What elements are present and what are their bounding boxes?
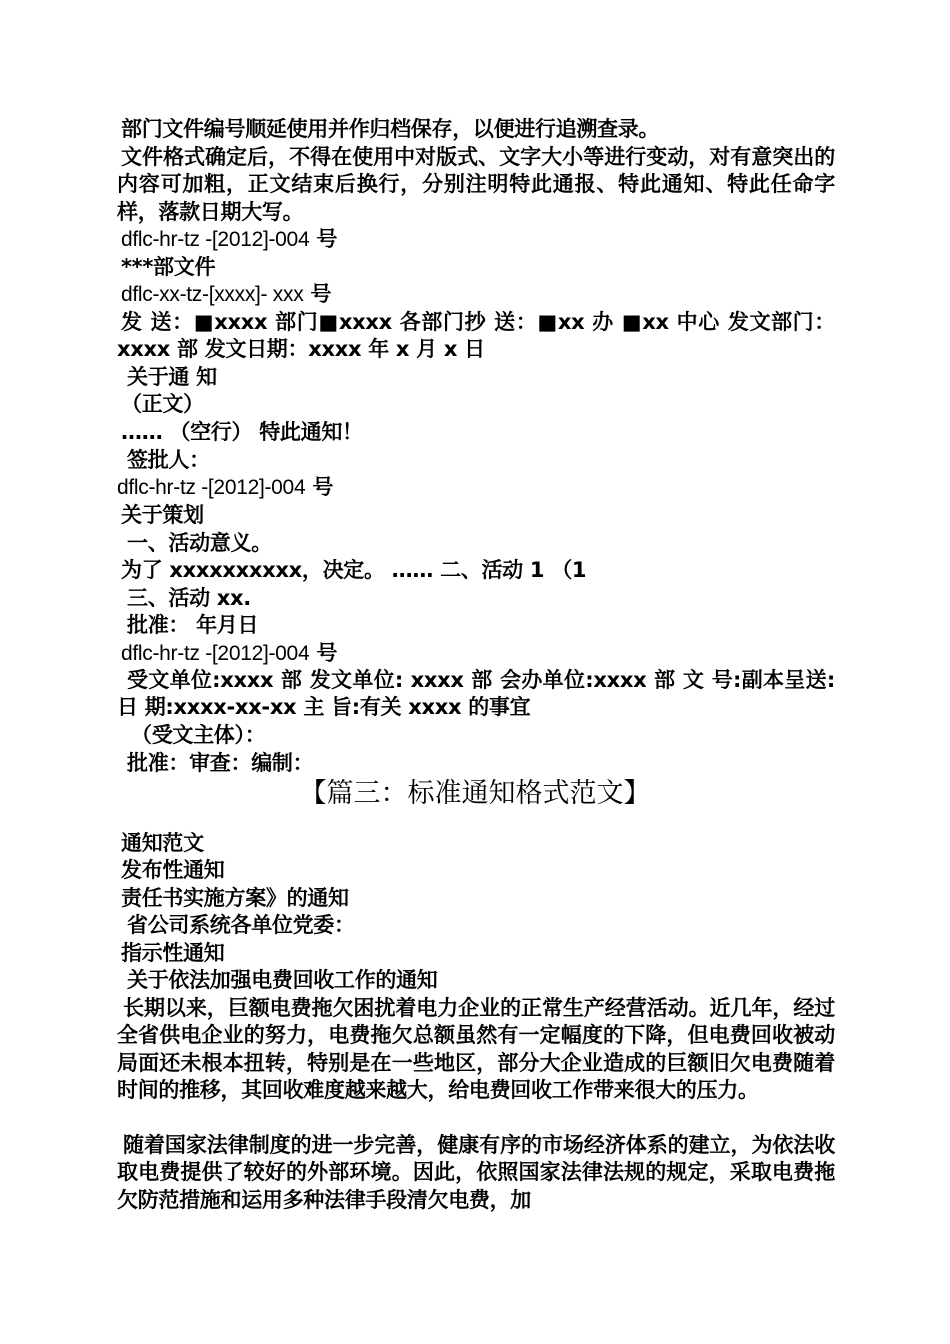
- doc-number-suffix: 号: [312, 475, 334, 499]
- recipient-body-label: （受文主体）：: [131, 723, 266, 747]
- body-placeholder: （正文）: [121, 392, 204, 416]
- paragraph-arrears: 长期以来，巨额电费拖欠困扰着电力企业的正常生产经营活动。近几年，经过全省供电企业的努力，电费拖欠总额虽然有一定幅度的下降，但电费回收被动局面还未根本扭转，特别是在一些地区，部分大企业造成的巨额旧欠电费随着时间的推移，其回收难度越来越大，给电费回收工作带来很大的压力。: [117, 996, 835, 1102]
- section-heading: 【篇三：标准通知格式范文】: [299, 778, 651, 809]
- section-three: 三、活动 xx.: [127, 586, 251, 610]
- notice-sample-label: 通知范文: [121, 831, 204, 855]
- doc-number-line-2: [121, 281, 841, 308]
- doc-number-suffix: 号: [310, 282, 332, 306]
- responsibility-notice-title: 责任书实施方案》的通知: [121, 886, 349, 910]
- recipient-info-line: 受文单位:xxxx 部 发文单位: xxxx 部 会办单位:xxxx 部 文 号:副本呈送: 日 期:xxxx-xx-xx 主 旨:有关 xxxx 的事宜: [117, 668, 835, 720]
- doc-number-line-4: [121, 640, 841, 667]
- dept-file-title: ***部文件: [121, 255, 216, 279]
- instruction-notice-label: 指示性通知: [121, 941, 225, 965]
- electricity-notice-title: 关于依法加强电费回收工作的通知: [127, 968, 438, 992]
- paragraph-legal-system: 随着国家法律制度的进一步完善，健康有序的市场经济体系的建立，为依法收取电费提供了较好的外部环境。因此，依照国家法律法规的规定，采取电费拖欠防范措施和运用多种法律手段清欠电费，加: [117, 1133, 835, 1212]
- doc-number-code: dflc-hr-tz -[2012]-004: [117, 476, 306, 499]
- doc-number-code: dflc-hr-tz -[2012]-004: [121, 642, 310, 665]
- distribution-line: 发 送：■xxxx 部门■xxxx 各部门抄 送：■xx 办 ■xx 中心 发文部门：xxxx 部 发文日期：xxxx 年 x 月 x 日: [117, 310, 835, 362]
- release-notice-label: 发布性通知: [121, 858, 225, 882]
- approval-line: 批准： 年月日: [127, 613, 259, 637]
- purpose-line: 为了 xxxxxxxxxx，决定。 …… 二、活动 1 （1: [121, 558, 587, 582]
- doc-number-line-1: [121, 226, 841, 253]
- paragraph-archive-note: 部门文件编号顺延使用并作归档保存，以便进行追溯查录。: [121, 117, 660, 141]
- section-one: 一、活动意义。: [127, 531, 272, 555]
- closing-line: …… （空行） 特此通知！: [121, 420, 363, 444]
- doc-number-code: dflc-hr-tz -[2012]-004: [121, 228, 310, 251]
- planning-title: 关于策划: [121, 503, 204, 527]
- addressee-line: 省公司系统各单位党委：: [127, 913, 355, 937]
- paragraph-format-rules: 文件格式确定后，不得在使用中对版式、文字大小等进行变动，对有意突出的内容可加粗，正文结束后换行，分别注明特此通报、特此通知、特此任命字样，落款日期大写。: [117, 145, 835, 224]
- approval-review-line: 批准：审查：编制：: [127, 751, 314, 775]
- notice-title-line: 关于通 知: [127, 365, 217, 389]
- doc-number-suffix: 号: [316, 227, 338, 251]
- doc-number-suffix: 号: [316, 641, 338, 665]
- doc-number-line-3: [117, 474, 837, 501]
- doc-number-code: dflc-xx-tz-[xxxx]- xxx: [121, 283, 304, 306]
- signer-label: 签批人：: [127, 448, 210, 472]
